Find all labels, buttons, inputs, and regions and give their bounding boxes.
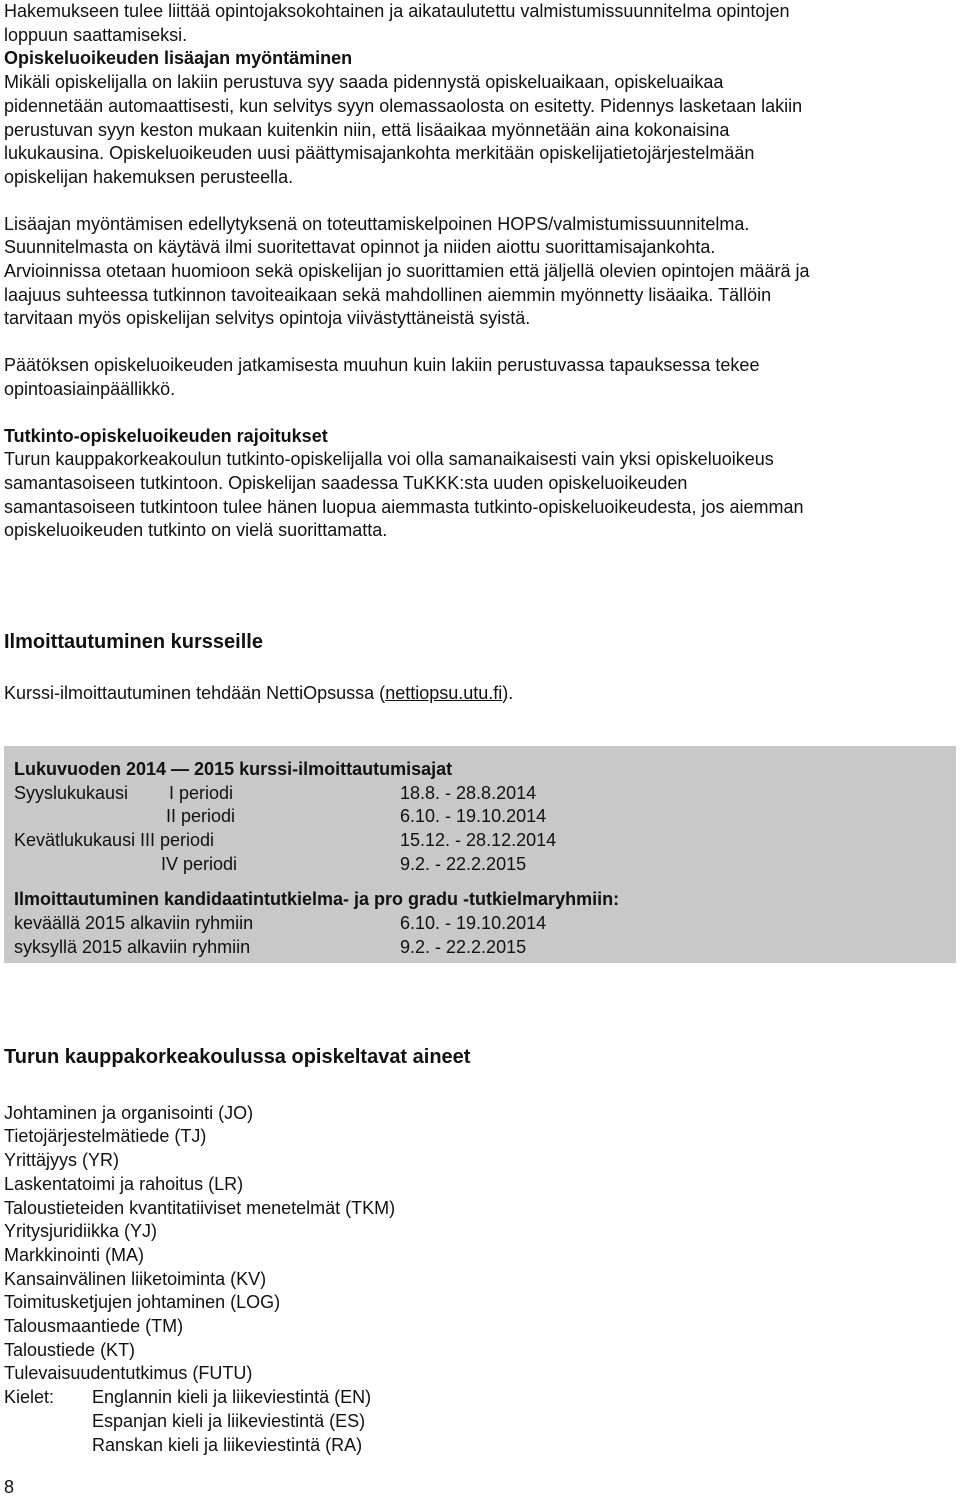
semester-label: Kevätlukukausi <box>14 830 136 851</box>
group-dates: 9.2. - 22.2.2015 <box>400 936 527 957</box>
intro-paragraph <box>4 0 958 47</box>
text-line: Mikäli opiskelijalla on lakiin perustuva syy saada pidennystä opiskeluaikaan, opiskeluaikaa <box>4 72 724 93</box>
text-line: Päätöksen opiskeluoikeuden jatkamisesta muuhun kuin lakiin perustuvassa tapauksessa tekee <box>4 355 760 376</box>
period-dates: 6.10. - 19.10.2014 <box>400 806 547 827</box>
language-row <box>4 1434 470 1458</box>
text-line: opintoasiainpäällikkö. <box>4 378 176 399</box>
group-dates: 6.10. - 19.10.2014 <box>400 913 547 934</box>
period-dates: 18.8. - 28.8.2014 <box>400 782 537 803</box>
extension-paragraph-2 <box>4 213 958 332</box>
subject-item: Johtaminen ja organisointi (JO) <box>4 1102 254 1123</box>
period-row <box>14 853 956 877</box>
text-line: loppuun saattamiseksi. <box>4 24 188 45</box>
page-number: 8 <box>4 1477 15 1497</box>
semester-label: Syyslukukausi <box>14 782 129 803</box>
enrollment-box <box>4 746 956 963</box>
text-line: tarvitaan myös opiskelijan selvitys opintoja viivästyttäneistä syistä. <box>4 308 531 329</box>
group-label: keväällä 2015 alkaviin ryhmiin <box>14 913 254 934</box>
subject-item: Yritysjuridiikka (YJ) <box>4 1221 158 1242</box>
text-line: samantasoiseen tutkintoon tulee hänen luopua aiemmasta tutkinto-opiskeluoikeudesta, jos aiemman <box>4 496 804 517</box>
text-line: pidennetään automaattisesti, kun selvitys syyn olemassaolosta on esitetty. Pidennys lasketaan lakiin <box>4 95 803 116</box>
extension-heading: Opiskeluoikeuden lisäajan myöntäminen <box>4 48 353 69</box>
subject-item: Tietojärjestelmätiede (TJ) <box>4 1126 207 1147</box>
text-line: perustuvan syyn keston mukaan kuitenkin niin, että lisäaikaa myönnetään aina kokonaisina <box>4 119 730 140</box>
text-line: lukukausina. Opiskeluoikeuden uusi päättymisajankohta merkitään opiskelijatietojärjestelmään <box>4 143 755 164</box>
restrictions-heading: Tutkinto-opiskeluoikeuden rajoitukset <box>4 425 328 446</box>
period-dates: 9.2. - 22.2.2015 <box>400 853 527 874</box>
enrollment-title: Lukuvuoden 2014 — 2015 kurssi-ilmoittautumisajat <box>14 759 453 779</box>
language-row <box>4 1410 470 1434</box>
text-line: Lisäajan myöntämisen edellytyksenä on toteuttamiskelpoinen HOPS/valmistumissuunnitelma. <box>4 213 750 234</box>
subject-item: Yrittäjyys (YR) <box>4 1150 120 1171</box>
extension-paragraph-3 <box>4 354 958 401</box>
period-dates: 15.12. - 28.12.2014 <box>400 830 557 851</box>
text-line: Hakemukseen tulee liittää opintojaksokohtainen ja aikataulutettu valmistumissuunnitelma opintojen <box>4 1 790 21</box>
period-label: I periodi <box>169 782 234 803</box>
subject-item: Laskentatoimi ja rahoitus (LR) <box>4 1173 244 1194</box>
period-row <box>14 782 956 806</box>
text-line: Suunnitelmasta on käytävä ilmi suoritettavat opinnot ja niiden aiottu suorittamisajankohta. <box>4 237 716 258</box>
thesis-groups-heading: Ilmoittautuminen kandidaatintutkielma- ja pro gradu -tutkielmaryhmiin: <box>14 889 620 910</box>
period-label: III periodi <box>140 830 215 851</box>
subjects-heading: Turun kauppakorkeakoulussa opiskeltavat aineet <box>4 1046 471 1068</box>
language-item: Espanjan kieli ja liikeviestintä (ES) <box>92 1410 366 1431</box>
document-page <box>4 0 958 1455</box>
subject-item: Kansainvälinen liiketoiminta (KV) <box>4 1268 267 1289</box>
subject-item: Markkinointi (MA) <box>4 1244 145 1265</box>
subject-item: Talousmaantiede (TM) <box>4 1316 184 1337</box>
text-line: Arvioinnissa otetaan huomioon sekä opiskelijan jo suorittamien että jäljellä olevien opintojen määrä ja <box>4 261 810 282</box>
language-item: Englannin kieli ja liikeviestintä (EN) <box>92 1387 372 1408</box>
nettiopsu-link[interactable]: nettiopsu.utu.fi <box>385 682 503 703</box>
extension-paragraph-1 <box>4 71 958 190</box>
period-label: IV periodi <box>161 853 238 874</box>
subject-item: Toimitusketjujen johtaminen (LOG) <box>4 1292 281 1313</box>
period-row <box>14 829 956 853</box>
group-row <box>14 936 956 960</box>
subject-item: Taloustiede (KT) <box>4 1339 136 1360</box>
registration-heading: Ilmoittautuminen kursseille <box>4 631 263 654</box>
group-label: syksyllä 2015 alkaviin ryhmiin <box>14 936 251 957</box>
language-row <box>4 1386 470 1410</box>
text-line: laajuus suhteessa tutkinnon tavoiteaikaan sekä mahdollinen aiemmin myönnetty lisäaika. Tällöin <box>4 284 772 305</box>
subject-item: Tulevaisuudentutkimus (FUTU) <box>4 1363 253 1384</box>
language-item: Ranskan kieli ja liikeviestintä (RA) <box>92 1434 363 1455</box>
text-line: opiskeluoikeuden tutkinto on vielä suorittamatta. <box>4 520 388 541</box>
text-line: Turun kauppakorkeakoulun tutkinto-opiskelijalla voi olla samanaikaisesti vain yksi opiskeluoikeus <box>4 449 774 470</box>
languages-label: Kielet: <box>4 1387 55 1408</box>
subject-list <box>4 1102 470 1386</box>
period-label: II periodi <box>166 806 236 827</box>
language-list <box>4 1386 470 1457</box>
text-line: samantasoiseen tutkintoon. Opiskelijan saadessa TuKKK:sta uuden opiskeluoikeuden <box>4 472 688 493</box>
registration-text: Kurssi-ilmoittautuminen tehdään NettiOpsussa (nettiopsu.utu.fi). <box>4 682 514 703</box>
subjects-section <box>4 1046 470 1457</box>
group-row <box>14 912 956 936</box>
text-line: opiskelijan hakemuksen perusteella. <box>4 166 294 187</box>
period-row <box>14 805 956 829</box>
restrictions-paragraph <box>4 448 958 543</box>
subject-item: Taloustieteiden kvantitatiiviset menetelmät (TKM) <box>4 1197 396 1218</box>
